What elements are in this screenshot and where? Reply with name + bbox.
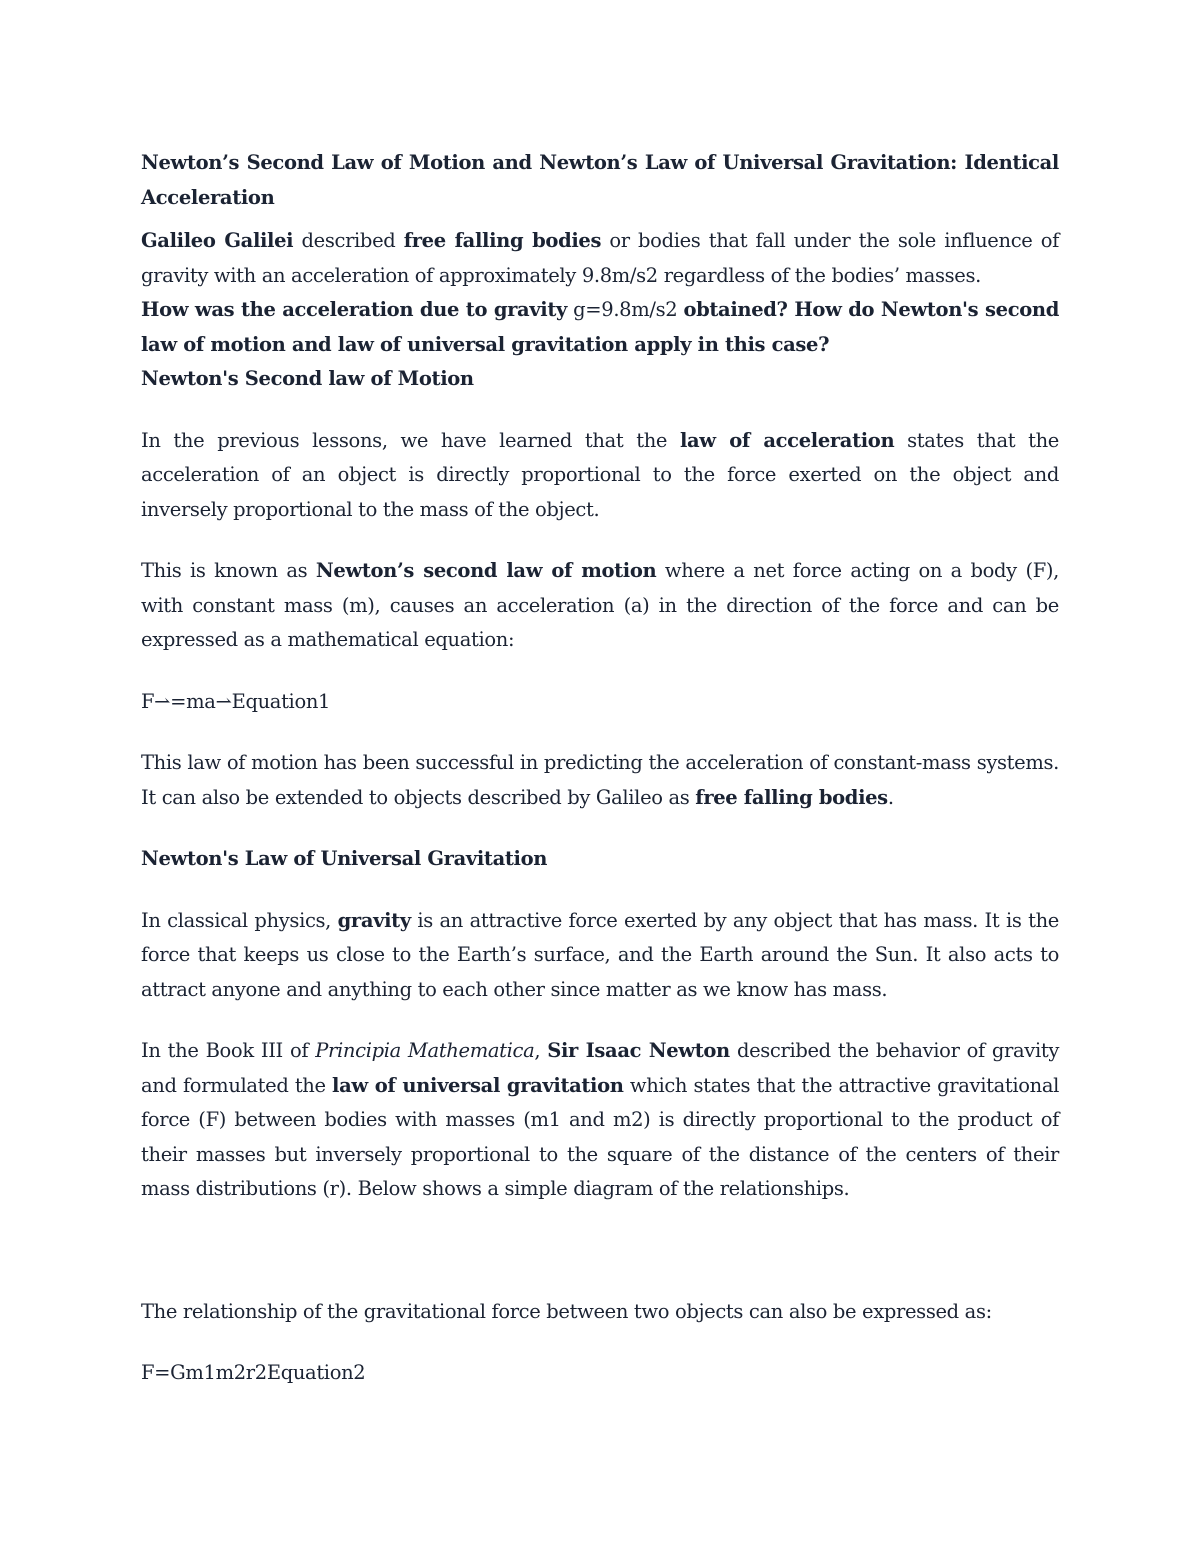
document-title: Newton’s Second Law of Motion and Newton’s Law of Universal Gravitation: Identical Acceleration xyxy=(141,151,1059,209)
question-paragraph xyxy=(141,293,1059,362)
question-bold-1: How was the acceleration due to gravity xyxy=(141,298,567,321)
free-falling-bodies-term-2: free falling bodies xyxy=(695,785,888,809)
second-law-text-1: This is known as xyxy=(141,559,316,582)
question-bold-2: obtained? How do Newton's second law of motion and law of universal gravitation apply in this case? xyxy=(141,298,1059,356)
second-law-paragraph xyxy=(141,554,1059,658)
classical-text-1: In classical physics, xyxy=(141,908,338,932)
heading-second-law: Newton's Second law of Motion xyxy=(141,367,474,390)
principia-text-4: which states that the attractive gravitational force (F) between bodies with masses (m1 and m2) is directly proportional to the product of their masses but inversely proportional to the square of the distance of the centers of their mass distributions (r). Below shows a simple diagram of the relationships. xyxy=(141,1073,1059,1200)
question-gravity-value: g=9.8m/s2 xyxy=(567,298,684,321)
success-paragraph xyxy=(141,746,1059,815)
equation-2: F=Gm1m2r2Equation2 xyxy=(141,1361,366,1384)
equation-1: F⇀=ma⇀Equation1 xyxy=(141,689,331,713)
relationship-paragraph: The relationship of the gravitational force between two objects can also be expressed as: xyxy=(141,1299,992,1323)
gravity-term: gravity xyxy=(337,908,411,932)
law-of-universal-gravitation-term: law of universal gravitation xyxy=(332,1073,624,1097)
intro-text-1: described xyxy=(293,229,404,252)
success-text-1: This law of motion has been successful in predicting the acceleration of constant-mass systems. It can also be extended to objects described by Galileo as xyxy=(141,751,1059,809)
principia-text-3: described the behavior of gravity and formulated the xyxy=(141,1039,1059,1097)
intro-paragraph xyxy=(141,224,1059,293)
acceleration-paragraph xyxy=(141,424,1059,528)
second-law-text-2: where a net force acting on a body (F), with constant mass (m), causes an acceleration (a) in the direction of the force and can be expressed as a mathematical equation: xyxy=(141,559,1059,651)
intro-text-2: or bodies that fall under the sole influence of gravity with an acceleration of approximately 9.8m/s2 regardless of the bodies’ masses. xyxy=(141,229,1060,287)
principia-text-1: In the Book III of xyxy=(141,1039,316,1062)
acceleration-text-2: states that the acceleration of an object is directly proportional to the force exerted on the object and inversely proportional to the mass of the object. xyxy=(141,428,1059,521)
free-falling-bodies-term: free falling bodies xyxy=(403,229,602,252)
heading-gravitation: Newton's Law of Universal Gravitation xyxy=(141,847,548,870)
law-of-acceleration-term: law of acceleration xyxy=(679,428,895,452)
newtons-second-law-term: Newton’s second law of motion xyxy=(315,559,657,582)
principia-text-2: , xyxy=(534,1039,548,1062)
principia-title: Principia Mathematica xyxy=(315,1039,535,1062)
galileo-name: Galileo Galilei xyxy=(141,229,294,252)
principia-paragraph xyxy=(141,1034,1059,1207)
isaac-newton-name: Sir Isaac Newton xyxy=(547,1039,730,1062)
classical-physics-paragraph xyxy=(141,904,1059,1008)
success-text-2: . xyxy=(887,785,894,809)
classical-text-2: is an attractive force exerted by any object that has mass. It is the force that keeps us close to the Earth’s surface, and the Earth around the Sun. It also acts to attract anyone and anything to each other since matter as we know has mass. xyxy=(141,908,1059,1001)
document-page xyxy=(141,146,1059,1391)
acceleration-text-1: In the previous lessons, we have learned that the xyxy=(141,428,680,452)
